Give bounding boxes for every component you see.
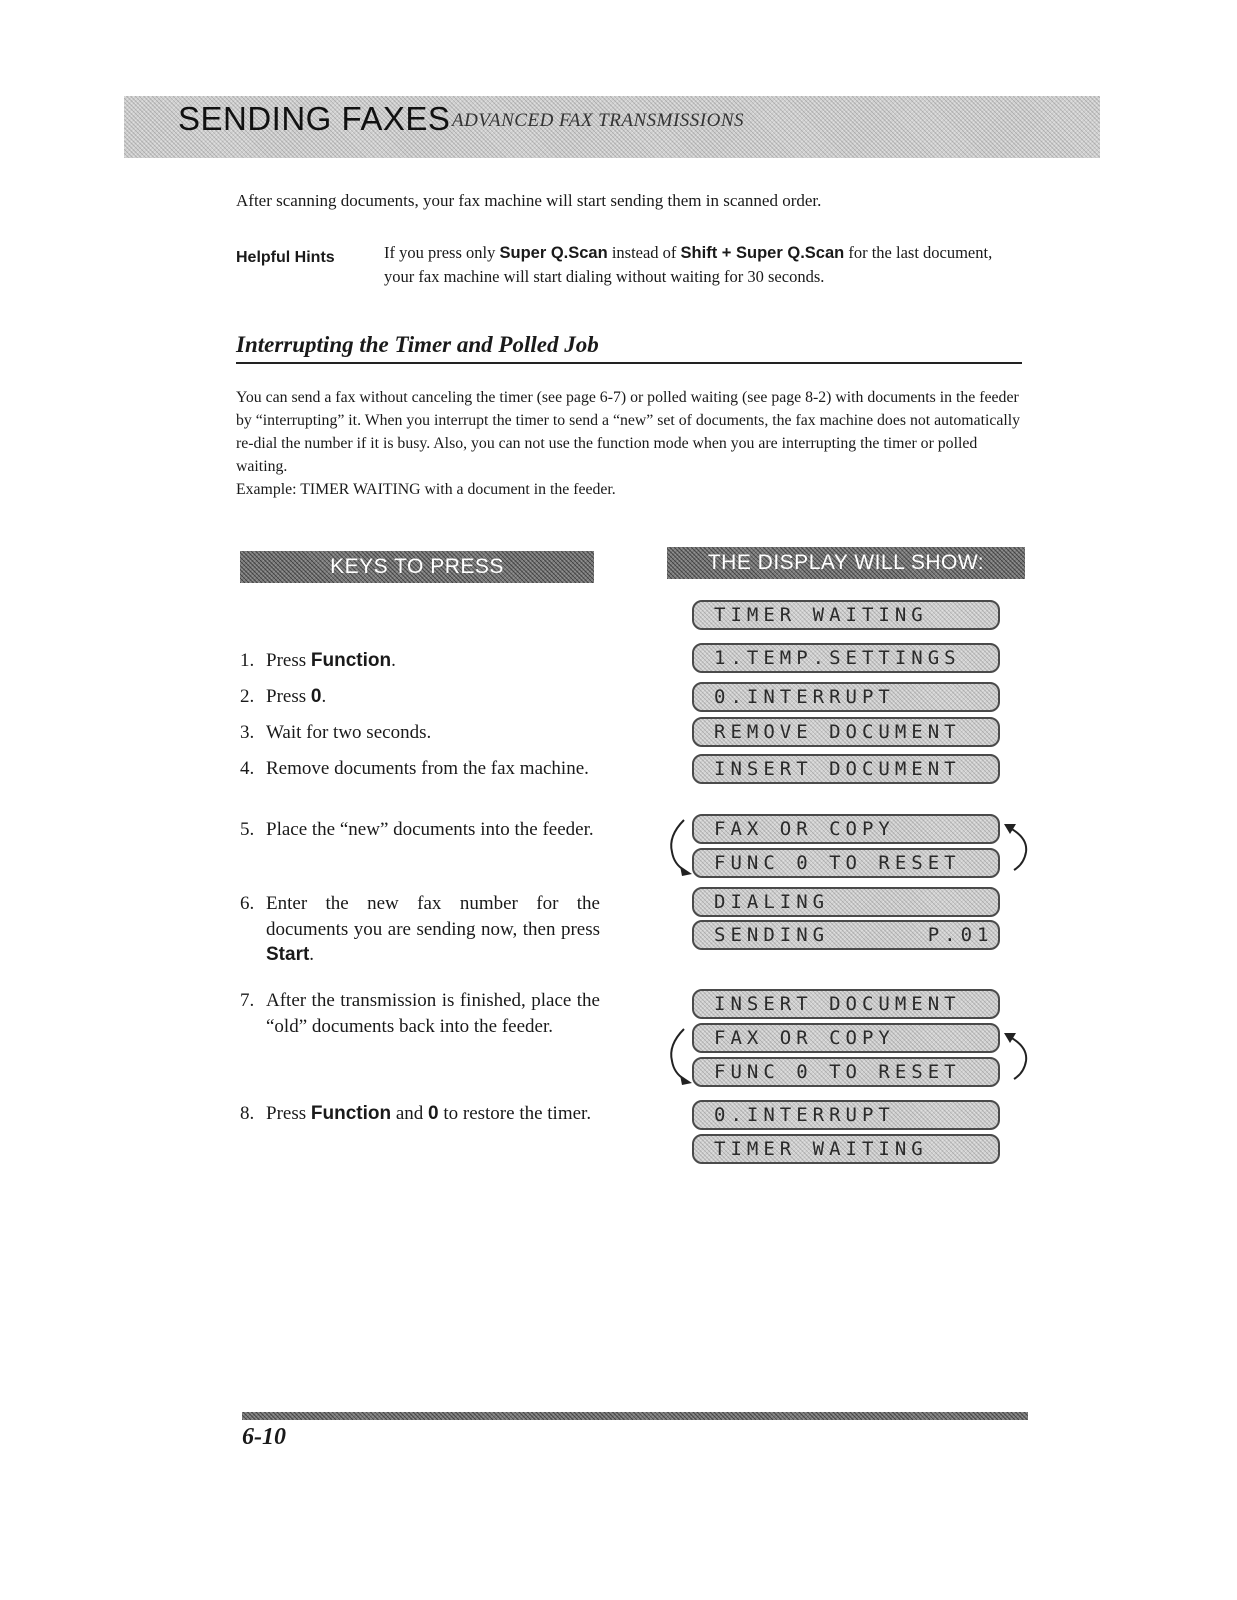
helpful-hints-label: Helpful Hints <box>236 249 335 266</box>
loop-arrow-right-icon <box>1002 814 1036 886</box>
section-title: SENDING FAXES <box>178 100 451 137</box>
lcd-display: FUNC 0 TO RESET <box>692 1057 1000 1087</box>
keys-to-press-header: KEYS TO PRESS <box>240 551 594 583</box>
step-8: 8. Press Function and 0 to restore the timer. <box>240 1103 592 1124</box>
key-name: Super Q.Scan <box>499 244 608 262</box>
lcd-display: 1.TEMP.SETTINGS <box>692 643 1000 673</box>
section-header-band <box>124 96 1100 158</box>
loop-arrow-right-icon <box>1002 1023 1036 1095</box>
description <box>236 386 1026 501</box>
footer-rule <box>242 1412 1028 1420</box>
step-4: 4. Remove documents from the fax machine. <box>240 758 589 779</box>
step-2: 2. Press 0. <box>240 686 327 707</box>
lcd-display: TIMER WAITING <box>692 600 1000 630</box>
helpful-hints-text: If you press only Super Q.Scan instead of Shift + Super Q.Scan for the last document, your fax machine will start dialing without waiting for 30 seconds. <box>384 243 993 287</box>
step-5: 5. Place the “new” documents into the feeder. <box>240 819 594 840</box>
lcd-display: TIMER WAITING <box>692 1134 1000 1164</box>
step-1: 1. Press Function. <box>240 650 396 671</box>
lcd-display: INSERT DOCUMENT <box>692 989 1000 1019</box>
key-name: Start <box>266 944 310 966</box>
lcd-display: REMOVE DOCUMENT <box>692 717 1000 747</box>
lcd-display: SENDING P.01 <box>692 920 1000 950</box>
lcd-display: FAX OR COPY <box>692 1023 1000 1053</box>
subheading-rule <box>236 362 1022 364</box>
key-name: 0 <box>428 1103 439 1124</box>
lcd-display: 0.INTERRUPT <box>692 682 1000 712</box>
subheading: Interrupting the Timer and Polled Job <box>236 332 599 357</box>
loop-arrow-left-icon <box>664 814 694 886</box>
loop-arrow-left-icon <box>664 1023 694 1095</box>
step-3: 3. Wait for two seconds. <box>240 722 432 743</box>
example-line: Example: TIMER WAITING with a document in the feeder. <box>236 481 616 499</box>
step-6: 6. Enter the new fax number for the documents you are sending now, then press Start. <box>240 893 600 966</box>
lcd-display: INSERT DOCUMENT <box>692 754 1000 784</box>
lcd-display: DIALING <box>692 887 1000 917</box>
page-number: 6-10 <box>242 1424 286 1450</box>
description-paragraph: You can send a fax without canceling the timer (see page 6-7) or polled waiting (see page 8-2) with documents in the feeder by “interrupting” it. When you interrupt the timer to send a “new” set of documents, the fax machine does not automatically re-dial the number if it is busy. Also, you can not use the function mode when you are interrupting the timer or polled waiting. <box>236 389 1021 476</box>
lcd-display: 0.INTERRUPT <box>692 1100 1000 1130</box>
key-name: Function <box>310 1103 392 1124</box>
lcd-display: FUNC 0 TO RESET <box>692 848 1000 878</box>
key-name: 0 <box>310 686 322 707</box>
intro-text: After scanning documents, your fax machine will start sending them in scanned order. <box>236 191 822 210</box>
step-7: 7. After the transmission is finished, place the “old” documents back into the feeder. <box>240 990 600 1037</box>
lcd-display: FAX OR COPY <box>692 814 1000 844</box>
section-subtitle: ADVANCED FAX TRANSMISSIONS <box>452 110 744 131</box>
display-will-show-header: THE DISPLAY WILL SHOW: <box>667 547 1025 579</box>
key-name: Shift + Super Q.Scan <box>680 244 845 262</box>
key-name: Function <box>310 650 392 671</box>
